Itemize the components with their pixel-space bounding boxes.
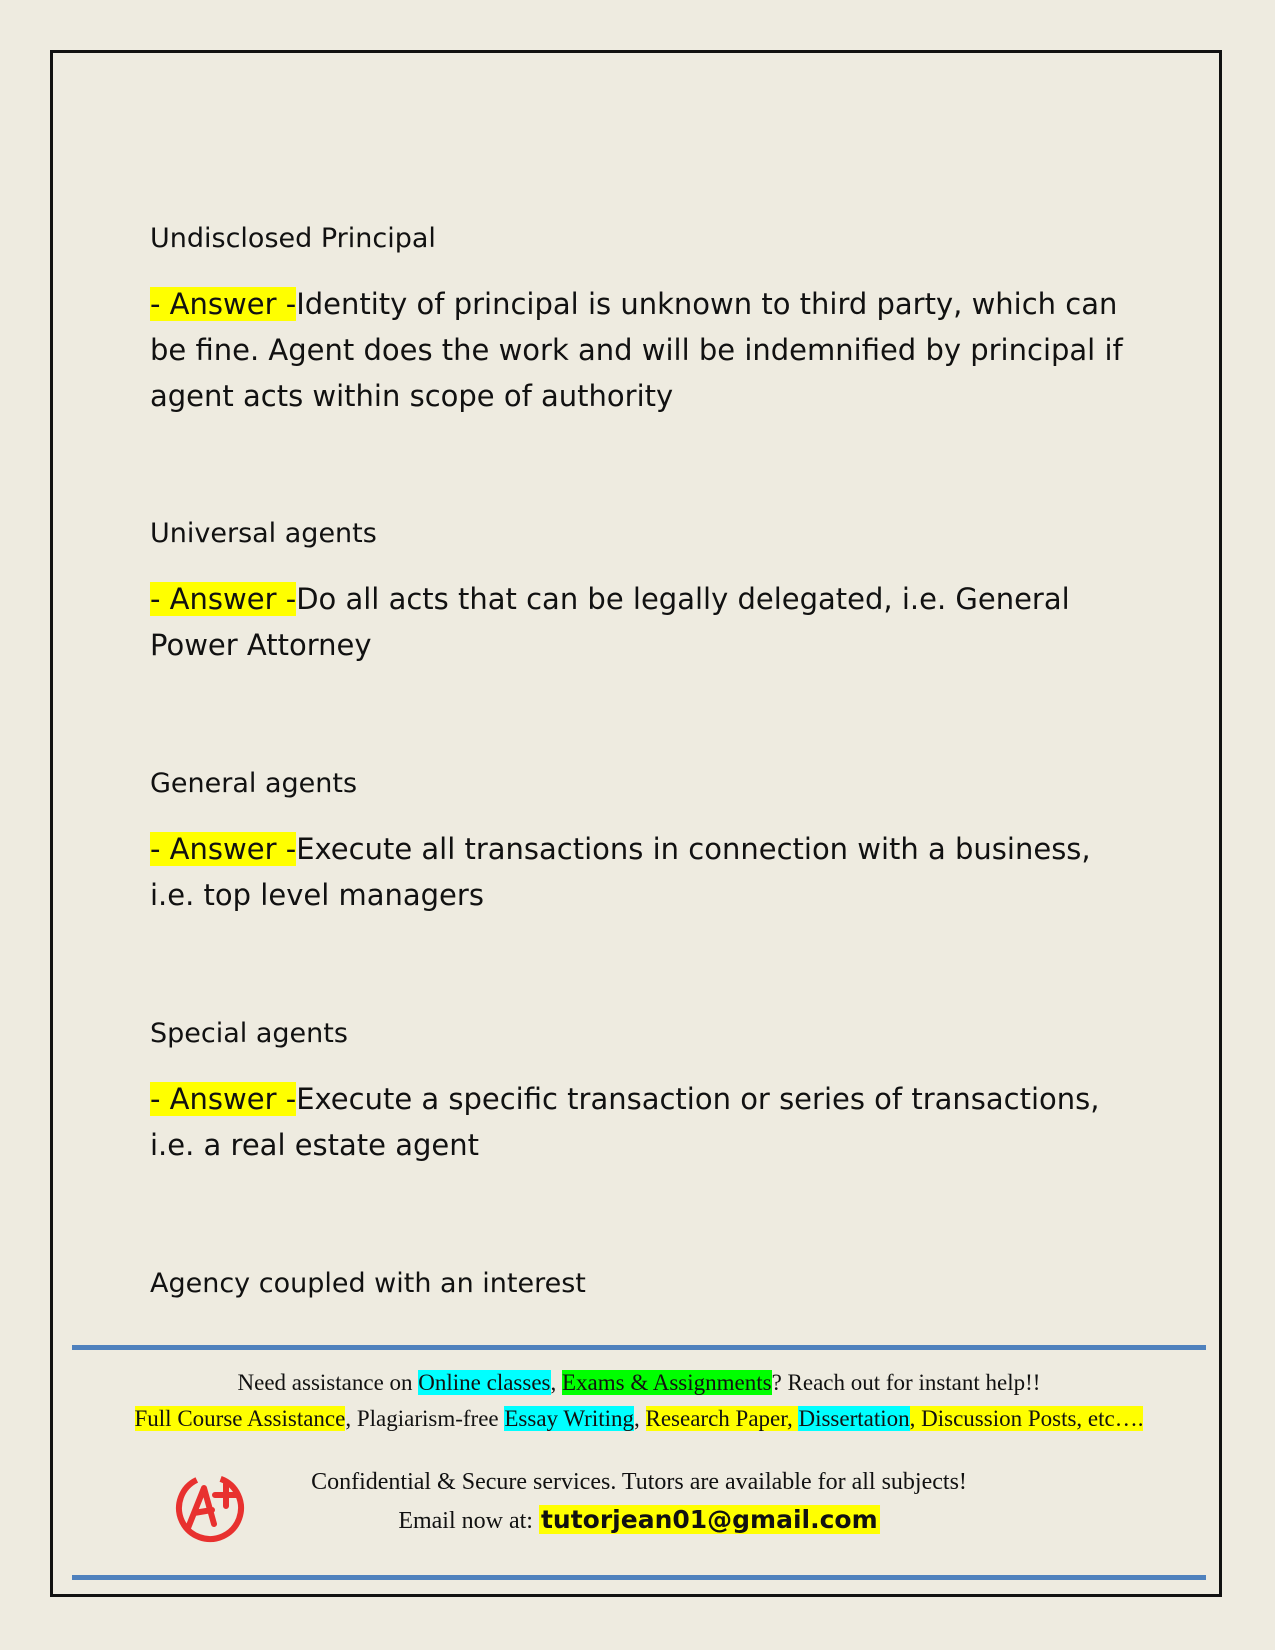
essay-label: Essay Writing	[504, 1406, 634, 1431]
qa-item	[150, 1264, 1140, 1304]
promo-text: ,	[550, 1370, 562, 1395]
promo-text: ,	[634, 1406, 646, 1431]
answer-text	[150, 576, 1140, 668]
promo-text: , Plagiarism-free	[345, 1406, 505, 1431]
footer-rule-top	[72, 1345, 1206, 1350]
answer-text	[150, 1076, 1140, 1168]
qa-item	[150, 514, 1140, 668]
email-link[interactable]: tutorjean01@gmail.com	[540, 1505, 878, 1534]
promo-text: Need assistance on	[237, 1370, 419, 1395]
answer-tag: - Answer -	[150, 287, 297, 321]
question-title: General agents	[150, 768, 358, 799]
question-title: Undisclosed Principal	[150, 223, 436, 254]
promo-line-1	[72, 1365, 1206, 1401]
question-title: Special agents	[150, 1018, 348, 1049]
dissertation-label: Dissertation	[798, 1406, 910, 1431]
answer-text	[150, 826, 1140, 918]
answer-body: Execute a specific transaction or series of transactions, i.e. a real estate agent	[150, 1082, 1100, 1162]
confidential-line: Confidential & Secure services. Tutors are available for all subjects!	[311, 1469, 967, 1495]
answer-tag: - Answer -	[150, 582, 297, 616]
answer-body: Do all acts that can be legally delegated, i.e. General Power Attorney	[150, 582, 1070, 662]
answer-tag: - Answer -	[150, 832, 297, 866]
question-title: Agency coupled with an interest	[150, 1268, 586, 1299]
answer-body: Identity of principal is unknown to third party, which can be fine. Agent does the work and will be indemnified by principal if agent acts within scope of authority	[150, 287, 1123, 413]
discussion-label: , Discussion Posts, etc….	[909, 1406, 1144, 1431]
question-title: Universal agents	[150, 518, 377, 549]
answer-body: Execute all transactions in connection with a business, i.e. top level managers	[150, 832, 1091, 912]
promo-line-2	[72, 1401, 1206, 1437]
answer-tag: - Answer -	[150, 1082, 297, 1116]
qa-item	[150, 764, 1140, 918]
promo-text: ? Reach out for instant help!!	[771, 1370, 1041, 1395]
online-classes-link: Online classes	[418, 1370, 551, 1395]
full-course-label: Full Course Assistance	[134, 1406, 346, 1431]
footer-rule-bottom	[72, 1575, 1206, 1580]
qa-item	[150, 1014, 1140, 1168]
exams-link: Exams & Assignments	[562, 1370, 772, 1395]
answer-text	[150, 281, 1140, 419]
email-label: Email now at:	[398, 1508, 539, 1534]
qa-item	[150, 219, 1140, 419]
research-label: Research Paper,	[645, 1406, 799, 1431]
email-line	[72, 1502, 1206, 1539]
